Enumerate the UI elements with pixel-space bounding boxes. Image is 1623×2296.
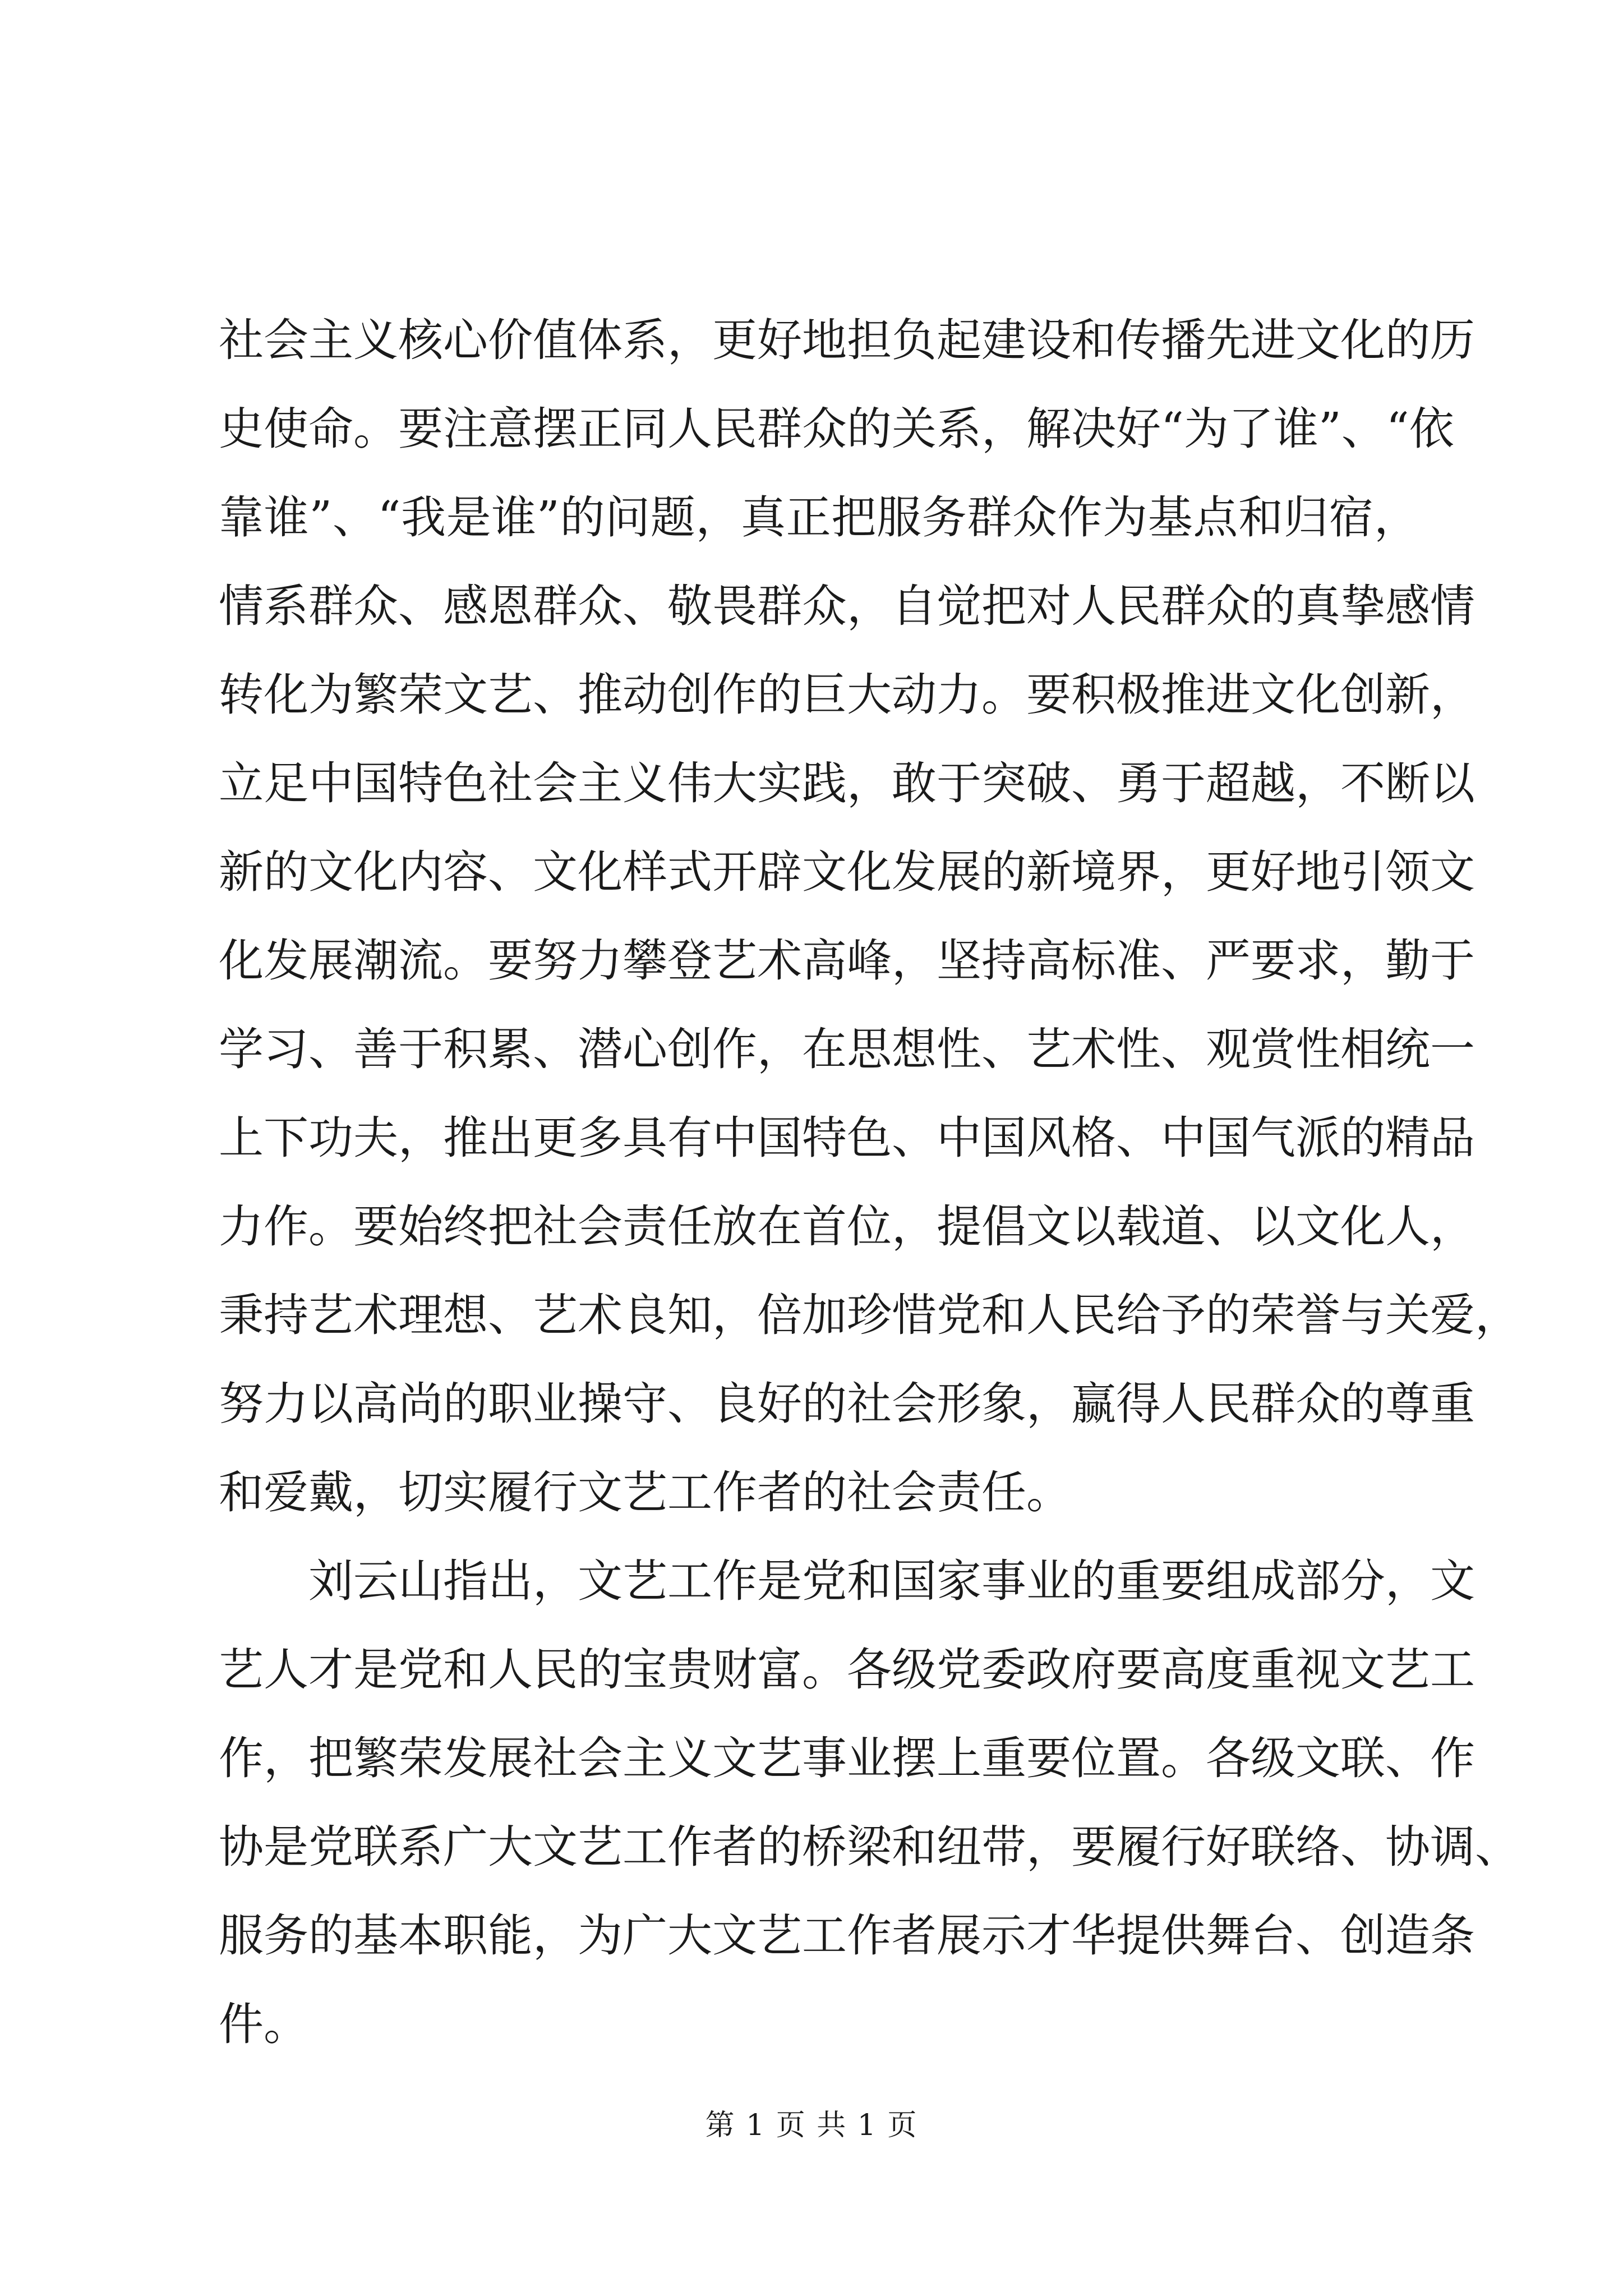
text-line-9: 学习、善于积累、潜心创作，在思想性、艺术性、观赏性相统一 [219,1023,1475,1075]
text-line-17: 作，把繁荣发展社会主义文艺事业摆上重要位置。各级文联、作 [219,1732,1475,1784]
text-line-1: 社会主义核心价值体系，更好地担负起建设和传播先进文化的历 [219,314,1475,366]
text-line-20: 件。 [219,1998,308,2050]
text-line-7: 新的文化内容、文化样式开辟文化发展的新境界，更好地引领文 [219,846,1475,898]
text-line-5: 转化为繁荣文艺、推动创作的巨大动力。要积极推进文化创新， [219,669,1475,721]
text-line-6: 立足中国特色社会主义伟大实践，敢于突破、勇于超越，不断以 [219,757,1475,809]
text-line-15: 刘云山指出，文艺工作是党和国家事业的重要组成部分，文 [219,1555,1475,1607]
text-line-19: 服务的基本职能，为广大文艺工作者展示才华提供舞台、创造条 [219,1910,1475,1962]
document-body [219,296,1520,2069]
text-line-11: 力作。要始终把社会责任放在首位，提倡文以载道、以文化人， [219,1200,1475,1253]
text-line-2: 史使命。要注意摆正同人民群众的关系，解决好“为了谁”、“依 [219,403,1454,455]
text-line-13: 努力以高尚的职业操守、良好的社会形象，赢得人民群众的尊重 [219,1378,1475,1430]
text-line-14: 和爱戴，切实履行文艺工作者的社会责任。 [219,1466,1071,1519]
text-line-4: 情系群众、感恩群众、敬畏群众，自觉把对人民群众的真挚感情 [219,580,1475,632]
page-number-footer: 第 1 页 共 1 页 [705,2109,918,2142]
text-line-18: 协是党联系广大文艺工作者的桥梁和纽带，要履行好联络、协调、 [219,1821,1520,1873]
text-line-10: 上下功夫，推出更多具有中国特色、中国风格、中国气派的精品 [219,1112,1475,1164]
text-line-8: 化发展潮流。要努力攀登艺术高峰，坚持高标准、严要求，勤于 [219,935,1475,987]
text-line-16: 艺人才是党和人民的宝贵财富。各级党委政府要高度重视文艺工 [219,1644,1475,1696]
text-line-12: 秉持艺术理想、艺术良知，倍加珍惜党和人民给予的荣誉与关爱， [219,1289,1520,1341]
text-line-3: 靠谁”、“我是谁”的问题，真正把服务群众作为基点和归宿， [219,491,1419,544]
